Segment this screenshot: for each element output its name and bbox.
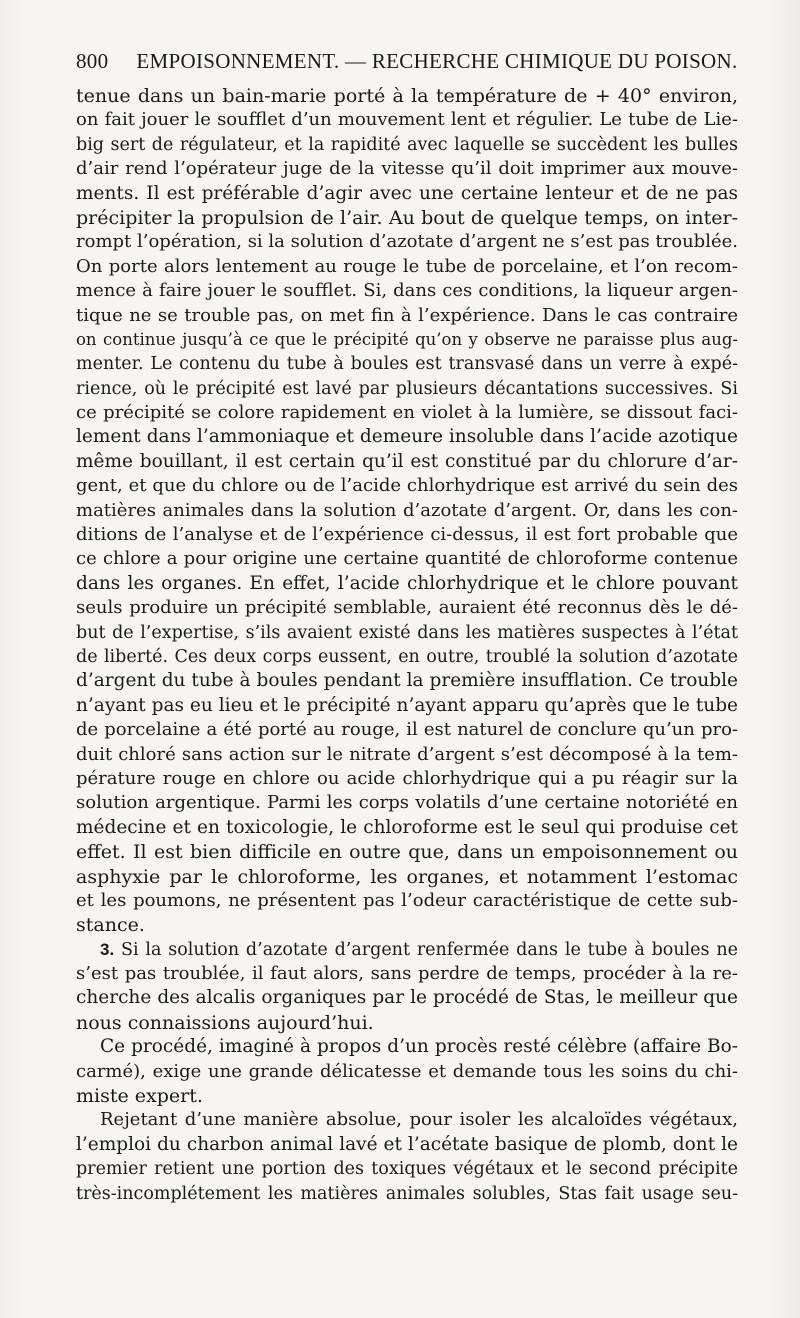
text-line: ce précipité se colore rapidement en violet à la lumière, se dissout faci- [76, 402, 738, 424]
running-header [76, 46, 736, 76]
text-line: très-incomplétement les matières animales solubles, Stas fait usage seu- [76, 1183, 738, 1204]
text-line: médecine et en toxicologie, le chloroforme est le seul qui produise cet [76, 816, 738, 838]
text-line: effet. Il est bien difficile en outre que, dans un empoisonnement ou [76, 841, 738, 864]
text-line: menter. Le contenu du tube à boules est transvasé dans un verre à expé- [76, 354, 738, 375]
text-line: ditions de l’analyse et de l’expérience ci-dessus, il est fort probable que [76, 524, 738, 546]
text-line: ce chlore a pour origine une certaine quantité de chloroforme contenue [76, 548, 738, 570]
text-line: On porte alors lentement au rouge le tube de porcelaine, et l’on recom- [76, 255, 738, 277]
page-number: 800 [76, 49, 109, 73]
text-line: cherche des alcalis organiques par le procédé de Stas, le meilleur que [76, 987, 738, 1009]
text-line: on fait jouer le soufflet d’un mouvement lent et régulier. Le tube de Lie- [76, 109, 738, 131]
text-line: n’ayant pas eu lieu et le précipité n’ayant apparu qu’après que le tube [76, 694, 738, 716]
text-line: ments. Il est préférable d’agir avec une certaine lenteur et de ne pas [76, 182, 738, 204]
text-line: but de l’expertise, s’ils avaient existé dans les matières suspectes à l’état [76, 622, 738, 643]
section-line [76, 938, 738, 962]
text-line: nous connaissions aujourd’hui. [76, 1011, 374, 1034]
text-line: même bouillant, il est certain qu’il est constitué par du chlorure d’ar- [76, 450, 738, 472]
text-line: tenue dans un bain-marie porté à la température de + 40° environ, [76, 85, 738, 107]
text-line: mence à faire jouer le soufflet. Si, dans ces conditions, la liqueur argen- [76, 280, 738, 302]
section-first-line: Si la solution d’azotate d’argent renfermée dans le tube à boules ne [121, 939, 738, 960]
text-line: tique ne se trouble pas, on met fin à l’expérience. Dans le cas contraire [76, 304, 738, 326]
text-line: rience, où le précipité est lavé par plusieurs décantations successives. Si [76, 378, 738, 399]
text-line: Rejetant d’une manière absolue, pour isoler les alcaloïdes végétaux, [100, 1109, 738, 1131]
text-line: gent, et que du chlore ou de l’acide chlorhydrique est arrivé du sein des [76, 475, 738, 497]
text-line: d’argent du tube à boules pendant la première insufflation. Ce trouble [76, 670, 738, 692]
body-text [76, 84, 738, 1206]
text-line: dans les organes. En effet, l’acide chlorhydrique et le chlore pouvant [76, 572, 738, 594]
text-line: s’est pas troublée, il faut alors, sans perdre de temps, procéder à la re- [76, 963, 738, 985]
running-title: EMPOISONNEMENT. — RECHERCHE CHIMIQUE DU POISON. [136, 49, 738, 73]
text-line: rompt l’opération, si la solution d’azotate d’argent ne s’est pas troublée. [76, 231, 738, 253]
text-line: lement dans l’ammoniaque et demeure insoluble dans l’acide azotique [76, 426, 738, 448]
text-line: d’air rend l’opérateur juge de la vitesse qu’il doit imprimer aux mouve- [76, 158, 738, 180]
text-line: Ce procédé, imaginé à propos d’un procès resté célèbre (affaire Bo- [100, 1036, 738, 1058]
text-line: seuls produire un précipité semblable, auraient été reconnus dès le dé- [76, 597, 738, 619]
text-line: big sert de régulateur, et la rapidité avec laquelle se succèdent les bulles [76, 134, 738, 155]
text-line: l’emploi du charbon animal lavé et l’acétate basique de plomb, dont le [76, 1133, 738, 1155]
text-line: miste expert. [76, 1085, 203, 1108]
text-line: premier retient une portion des toxiques végétaux et le second précipite [76, 1159, 738, 1180]
text-line: de porcelaine a été porté au rouge, il est naturel de conclure qu’un pro- [76, 719, 738, 741]
text-line: stance. [76, 914, 145, 937]
text-line: matières animales dans la solution d’azotate d’argent. Or, dans les con- [76, 499, 738, 521]
text-line: duit chloré sans action sur le nitrate d’argent s’est décomposé à la tem- [76, 743, 738, 765]
text-line: on continue jusqu’à ce que le précipité qu’on y observe ne paraisse plus aug- [76, 329, 738, 349]
text-line: pérature rouge en chlore ou acide chlorhydrique qui a pu réagir sur la [76, 767, 738, 789]
text-line: asphyxie par le chloroforme, les organes, et notamment l’estomac [76, 865, 738, 888]
text-line: précipiter la propulsion de l’air. Au bout de quelque temps, on inter- [76, 206, 738, 229]
text-line: carmé), exige une grande délicatesse et demande tous les soins du chi- [76, 1060, 738, 1082]
text-line: et les poumons, ne présentent pas l’odeur caractéristique de cette sub- [76, 889, 738, 911]
text-line: solution argentique. Parmi les corps volatils d’une certaine notoriété en [76, 792, 738, 814]
text-line: de liberté. Ces deux corps eussent, en outre, troublé la solution d’azotate [76, 646, 738, 667]
section-number: 3. [100, 939, 115, 959]
